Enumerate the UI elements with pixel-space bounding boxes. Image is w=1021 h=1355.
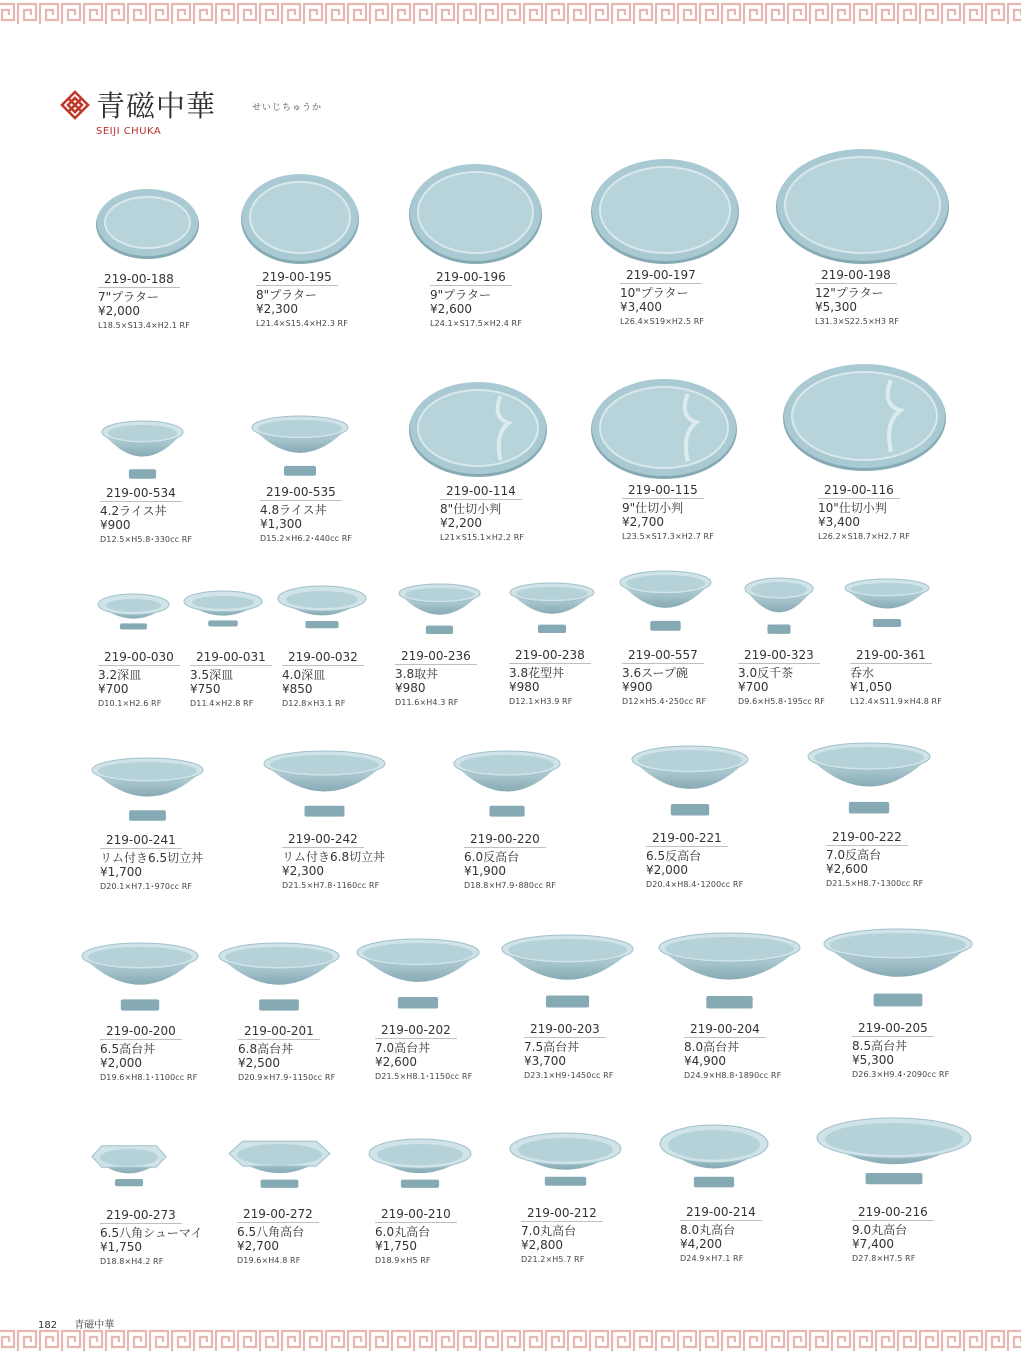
- page-number: 182: [38, 1320, 58, 1331]
- product-dimensions: L18.5×S13.4×H2.1 RF: [98, 321, 190, 330]
- product-name: 7.0丸高台: [521, 1224, 577, 1238]
- bowl-image: [250, 415, 350, 477]
- product-image: [782, 360, 947, 472]
- product-dimensions: D12.5×H5.8･330cc RF: [100, 535, 193, 544]
- bowl-image: [822, 928, 974, 1008]
- product-dimensions: L31.3×S22.5×H3 RF: [815, 317, 900, 326]
- product-code: 219-00-031: [190, 650, 272, 666]
- product-image: [80, 942, 200, 1012]
- divided-platter-image: [408, 378, 548, 478]
- product-info: [521, 1206, 603, 1267]
- product-dimensions: L23.5×S17.3×H2.7 RF: [622, 532, 714, 541]
- product-info: [852, 1205, 934, 1266]
- product-code: 219-00-114: [440, 484, 522, 500]
- product-info: [620, 268, 704, 329]
- product-dimensions: D20.1×H7.1･970cc RF: [100, 882, 193, 891]
- product-price: ¥900: [622, 680, 653, 694]
- product-image: [658, 1124, 770, 1190]
- product-name: 3.2深皿: [98, 668, 142, 682]
- product-info: [190, 650, 272, 711]
- bowl-image: [100, 420, 185, 480]
- bowl-image: [630, 745, 750, 817]
- product-code: 219-00-210: [375, 1207, 457, 1223]
- product-image: [815, 1117, 973, 1187]
- product-image: [355, 938, 481, 1010]
- product-price: ¥900: [100, 518, 131, 532]
- product-price: ¥980: [509, 680, 540, 694]
- product-price: ¥2,500: [238, 1056, 280, 1070]
- product-code: 219-00-242: [282, 832, 364, 848]
- platter-image: [95, 185, 200, 260]
- product-code: 219-00-221: [646, 831, 728, 847]
- product-price: ¥850: [282, 682, 313, 696]
- product-name: 6.0丸高台: [375, 1225, 431, 1239]
- product-image: [590, 155, 740, 265]
- product-image: [775, 145, 950, 265]
- product-dimensions: D20.9×H7.9･1150cc RF: [238, 1073, 336, 1082]
- meander-pattern: [0, 1327, 1021, 1355]
- bowl-image: [90, 757, 205, 822]
- product-image: [100, 420, 185, 480]
- product-info: [738, 648, 825, 709]
- dish-image: [815, 1117, 973, 1187]
- product-image: [96, 593, 171, 631]
- product-dimensions: L26.2×S18.7×H2.7 RF: [818, 532, 910, 541]
- dish-image: [182, 590, 264, 628]
- product-info: [524, 1022, 613, 1083]
- product-dimensions: D18.9×H5 RF: [375, 1256, 431, 1265]
- product-image: [217, 942, 341, 1012]
- product-name: 6.5反高台: [646, 849, 702, 863]
- product-price: ¥5,300: [852, 1053, 894, 1067]
- bowl-image: [843, 578, 931, 628]
- product-dimensions: D18.8×H7.9･880cc RF: [464, 881, 557, 890]
- product-dimensions: D24.9×H7.1 RF: [680, 1254, 744, 1263]
- product-info: [98, 272, 190, 333]
- product-image: [276, 585, 368, 630]
- dish-image: [96, 593, 171, 631]
- product-image: [240, 170, 360, 265]
- product-code: 219-00-361: [850, 648, 932, 664]
- product-info: [440, 484, 524, 545]
- product-info: [622, 648, 706, 709]
- endless-knot-icon: [60, 90, 90, 120]
- product-info: [509, 648, 591, 709]
- product-name: 3.0反千茶: [738, 666, 794, 680]
- platter-image: [240, 170, 360, 265]
- product-info: [260, 485, 352, 546]
- product-name: 9"プラター: [430, 288, 492, 302]
- product-name: 6.8高台丼: [238, 1042, 294, 1056]
- product-dimensions: D21.5×H8.1･1150cc RF: [375, 1072, 473, 1081]
- product-image: [90, 757, 205, 822]
- product-name: 8.0丸高台: [680, 1223, 736, 1237]
- product-info: [256, 270, 348, 331]
- product-dimensions: D23.1×H9･1450cc RF: [524, 1071, 614, 1080]
- product-price: ¥2,200: [440, 516, 482, 530]
- product-image: [822, 928, 974, 1008]
- product-name: 4.8ライス丼: [260, 503, 327, 517]
- product-image: [630, 745, 750, 817]
- product-name: 8"仕切小判: [440, 502, 502, 516]
- product-price: ¥2,800: [521, 1238, 563, 1252]
- product-price: ¥750: [190, 682, 221, 696]
- product-dimensions: D27.8×H7.5 RF: [852, 1254, 916, 1263]
- product-dimensions: D11.4×H2.8 RF: [190, 699, 254, 708]
- product-image: [657, 932, 802, 1010]
- product-code: 219-00-273: [100, 1208, 182, 1224]
- product-image: [743, 577, 815, 635]
- product-price: ¥3,400: [620, 300, 662, 314]
- product-price: ¥5,300: [815, 300, 857, 314]
- product-name: 7.0反高台: [826, 848, 882, 862]
- product-price: ¥2,700: [237, 1239, 279, 1253]
- product-image: [408, 160, 543, 265]
- product-dimensions: L12.4×S11.9×H4.8 RF: [850, 697, 942, 706]
- product-info: [622, 483, 714, 544]
- bowl-image: [618, 570, 713, 632]
- product-image: [397, 583, 482, 635]
- product-code: 219-00-116: [818, 483, 900, 499]
- product-info: [100, 486, 192, 547]
- product-image: [508, 1132, 623, 1188]
- bowl-image: [397, 583, 482, 635]
- product-dimensions: D10.1×H2.6 RF: [98, 699, 162, 708]
- bowl-image: [508, 582, 596, 634]
- product-price: ¥4,200: [680, 1237, 722, 1251]
- product-dimensions: D11.6×H4.3 RF: [395, 698, 459, 707]
- product-price: ¥2,300: [282, 864, 324, 878]
- product-price: ¥2,000: [646, 863, 688, 877]
- decorative-border-bottom: [0, 1327, 1021, 1355]
- product-info: [238, 1024, 335, 1085]
- product-image: [367, 1138, 473, 1190]
- product-price: ¥2,600: [430, 302, 472, 316]
- product-code: 219-00-197: [620, 268, 702, 284]
- product-info: [100, 1208, 203, 1269]
- product-name: 3.8花型丼: [509, 666, 565, 680]
- product-info: [818, 483, 910, 544]
- product-price: ¥2,700: [622, 515, 664, 529]
- page-subtitle-en: SEIJI CHUKA: [96, 126, 162, 137]
- product-price: ¥2,000: [100, 1056, 142, 1070]
- bowl-image: [217, 942, 341, 1012]
- product-name: 3.6スープ碗: [622, 666, 688, 680]
- product-dimensions: D12.1×H3.9 RF: [509, 697, 573, 706]
- product-name: 6.0反高台: [464, 850, 520, 864]
- product-code: 219-00-195: [256, 270, 338, 286]
- product-info: [815, 268, 899, 329]
- meander-pattern: [0, 0, 1021, 28]
- product-image: [227, 1138, 332, 1190]
- page-footer: [38, 1316, 128, 1331]
- product-image: [806, 742, 932, 815]
- product-dimensions: D12.8×H3.1 RF: [282, 699, 346, 708]
- product-price: ¥2,600: [375, 1055, 417, 1069]
- product-name: 8.5高台丼: [852, 1039, 908, 1053]
- product-image: [182, 590, 264, 628]
- bowl-image: [657, 932, 802, 1010]
- product-name: 4.2ライス丼: [100, 504, 167, 518]
- product-image: [452, 750, 562, 818]
- platter-image: [590, 155, 740, 265]
- product-image: [250, 415, 350, 477]
- product-code: 219-00-534: [100, 486, 182, 502]
- product-dimensions: D21.2×H5.7 RF: [521, 1255, 585, 1264]
- product-dimensions: D26.3×H9.4･2090cc RF: [852, 1070, 950, 1079]
- product-dimensions: D19.6×H8.1･1100cc RF: [100, 1073, 198, 1082]
- product-code: 219-00-535: [260, 485, 342, 501]
- bowl-image: [355, 938, 481, 1010]
- product-code: 219-00-272: [237, 1207, 319, 1223]
- product-name: 7"プラター: [98, 290, 160, 304]
- product-code: 219-00-032: [282, 650, 364, 666]
- product-dimensions: D15.2×H6.2･440cc RF: [260, 534, 353, 543]
- divided-platter-image: [782, 360, 947, 472]
- product-price: ¥3,700: [524, 1054, 566, 1068]
- product-price: ¥2,000: [98, 304, 140, 318]
- product-code: 219-00-115: [622, 483, 704, 499]
- dish-image: [508, 1132, 623, 1188]
- product-info: [375, 1023, 472, 1084]
- bowl-image: [743, 577, 815, 635]
- product-dimensions: D20.4×H8.4･1200cc RF: [646, 880, 744, 889]
- product-name: 8.0高台丼: [684, 1040, 740, 1054]
- page-subtitle-kana: せいじちゅうか: [252, 103, 323, 113]
- platter-image: [408, 160, 543, 265]
- product-code: 219-00-236: [395, 649, 477, 665]
- product-code: 219-00-196: [430, 270, 512, 286]
- product-code: 219-00-202: [375, 1023, 457, 1039]
- platter-image: [775, 145, 950, 265]
- product-code: 219-00-323: [738, 648, 820, 664]
- product-price: ¥1,750: [100, 1240, 142, 1254]
- product-code: 219-00-200: [100, 1024, 182, 1040]
- product-name: 10"プラター: [620, 286, 689, 300]
- product-name: 6.5高台丼: [100, 1042, 156, 1056]
- product-image: [843, 578, 931, 628]
- product-code: 219-00-203: [524, 1022, 606, 1038]
- product-code: 219-00-198: [815, 268, 897, 284]
- product-price: ¥3,400: [818, 515, 860, 529]
- product-info: [684, 1022, 781, 1083]
- product-price: ¥1,900: [464, 864, 506, 878]
- product-code: 219-00-220: [464, 832, 546, 848]
- product-dimensions: L26.4×S19×H2.5 RF: [620, 317, 705, 326]
- product-code: 219-00-204: [684, 1022, 766, 1038]
- product-code: 219-00-030: [98, 650, 180, 666]
- product-code: 219-00-212: [521, 1206, 603, 1222]
- product-dimensions: D12×H5.4･250cc RF: [622, 697, 707, 706]
- footer-label: 青磁中華: [74, 1320, 115, 1331]
- dish-image: [367, 1138, 473, 1190]
- product-info: [826, 830, 923, 891]
- product-price: ¥700: [738, 680, 769, 694]
- product-dimensions: D9.6×H5.8･195cc RF: [738, 697, 825, 706]
- product-info: [395, 649, 477, 710]
- product-name: 6.5八角シューマイ: [100, 1226, 203, 1240]
- product-name: 10"仕切小判: [818, 501, 887, 515]
- product-price: ¥1,300: [260, 517, 302, 531]
- product-dimensions: L21×S15.1×H2.2 RF: [440, 533, 525, 542]
- product-price: ¥4,900: [684, 1054, 726, 1068]
- product-dimensions: D21.5×H7.8･1160cc RF: [282, 881, 380, 890]
- product-name: 9"仕切小判: [622, 501, 684, 515]
- product-code: 219-00-205: [852, 1021, 934, 1037]
- product-name: 6.5八角高台: [237, 1225, 305, 1239]
- product-name: 呑水: [850, 666, 875, 680]
- dish-image: [227, 1138, 332, 1190]
- product-image: [508, 582, 596, 634]
- dish-image: [276, 585, 368, 630]
- divided-platter-image: [590, 375, 738, 480]
- product-name: 9.0丸高台: [852, 1223, 908, 1237]
- product-info: [100, 1024, 197, 1085]
- product-image: [262, 750, 387, 818]
- product-code: 219-00-241: [100, 833, 182, 849]
- product-info: [98, 650, 180, 711]
- product-code: 219-00-214: [680, 1205, 762, 1221]
- product-name: 8"プラター: [256, 288, 318, 302]
- product-name: 12"プラター: [815, 286, 884, 300]
- product-dimensions: D21.5×H8.7･1300cc RF: [826, 879, 924, 888]
- product-dimensions: D19.6×H4.8 RF: [237, 1256, 301, 1265]
- product-image: [90, 1143, 168, 1188]
- product-code: 219-00-201: [238, 1024, 320, 1040]
- product-price: ¥980: [395, 681, 426, 695]
- product-image: [618, 570, 713, 632]
- product-info: [646, 831, 743, 892]
- product-price: ¥1,700: [100, 865, 142, 879]
- product-dimensions: L21.4×S15.4×H2.3 RF: [256, 319, 348, 328]
- product-name: 7.5高台丼: [524, 1040, 580, 1054]
- bowl-image: [80, 942, 200, 1012]
- bowl-image: [452, 750, 562, 818]
- product-price: ¥2,300: [256, 302, 298, 316]
- product-image: [95, 185, 200, 260]
- product-code: 219-00-216: [852, 1205, 934, 1221]
- dish-image: [90, 1143, 168, 1188]
- bowl-image: [806, 742, 932, 815]
- product-name: リム付き6.8切立丼: [282, 850, 386, 864]
- product-dimensions: D18.8×H4.2 RF: [100, 1257, 164, 1266]
- product-info: [100, 833, 203, 894]
- product-code: 219-00-222: [826, 830, 908, 846]
- product-name: 3.8取丼: [395, 667, 439, 681]
- product-price: ¥1,050: [850, 680, 892, 694]
- product-dimensions: L24.1×S17.5×H2.4 RF: [430, 319, 522, 328]
- product-image: [500, 934, 635, 1009]
- decorative-border-top: [0, 0, 1021, 28]
- product-dimensions: D24.9×H8.8･1890cc RF: [684, 1071, 782, 1080]
- bowl-image: [262, 750, 387, 818]
- product-info: [430, 270, 522, 331]
- product-info: [852, 1021, 949, 1082]
- bowl-image: [500, 934, 635, 1009]
- product-price: ¥700: [98, 682, 129, 696]
- product-info: [375, 1207, 457, 1268]
- product-info: [237, 1207, 319, 1268]
- product-info: [680, 1205, 762, 1266]
- product-code: 219-00-188: [98, 272, 180, 288]
- product-info: [464, 832, 556, 893]
- product-image: [408, 378, 548, 478]
- product-info: [282, 650, 364, 711]
- product-price: ¥7,400: [852, 1237, 894, 1251]
- product-info: [282, 832, 385, 893]
- product-price: ¥2,600: [826, 862, 868, 876]
- page-title: 青磁中華: [96, 89, 217, 123]
- product-image: [590, 375, 738, 480]
- product-code: 219-00-557: [622, 648, 704, 664]
- product-name: 7.0高台丼: [375, 1041, 431, 1055]
- product-name: 4.0深皿: [282, 668, 326, 682]
- product-name: リム付き6.5切立丼: [100, 851, 204, 865]
- dish-image: [658, 1124, 770, 1190]
- product-price: ¥1,750: [375, 1239, 417, 1253]
- product-info: [850, 648, 942, 709]
- product-name: 3.5深皿: [190, 668, 234, 682]
- product-code: 219-00-238: [509, 648, 591, 664]
